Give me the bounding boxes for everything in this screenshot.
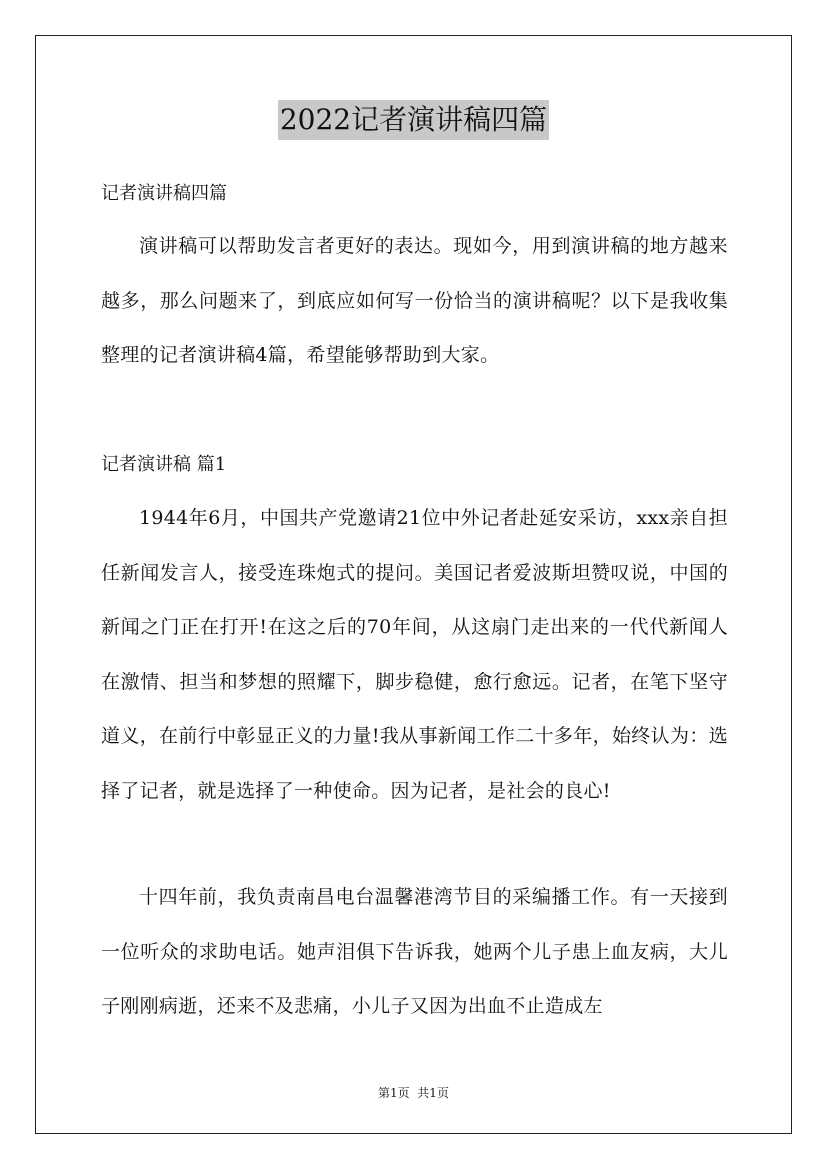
section-heading: 记者演讲稿 篇1: [101, 454, 227, 475]
body-paragraph-2: 十四年前，我负责南昌电台温馨港湾节目的采编播工作。有一天接到一位听众的求助电话。她声泪俱下告诉我，她两个儿子患上血友病，大儿子刚刚病逝，还来不及悲痛，小儿子又因为出血不止造成左: [101, 886, 728, 1018]
body-paragraph-1: 1944年6月，中国共产党邀请21位中外记者赴延安采访，xxx亲自担任新闻发言人，接受连珠炮式的提问。美国记者爱波斯坦赞叹说，中国的新闻之门正在打开!在这之后的70年间，从这扇门走出来的一代代新闻人在激情、担当和梦想的照耀下，脚步稳健，愈行愈远。记者，在笔下坚守道义，在前行中彰显正义的力量!我从事新闻工作二十多年，始终认为：选择了记者，就是选择了一种使命。因为记者，是社会的良心!: [101, 507, 728, 802]
page-footer: 第1页 共1页: [378, 1086, 449, 1100]
title-container: [0, 100, 827, 140]
intro-paragraph: 演讲稿可以帮助发言者更好的表达。现如今，用到演讲稿的地方越来越多，那么问题来了，到底应如何写一份恰当的演讲稿呢？以下是我收集整理的记者演讲稿4篇，希望能够帮助到大家。: [101, 235, 728, 367]
document-title: 2022记者演讲稿四篇: [278, 100, 549, 140]
document-subtitle: 记者演讲稿四篇: [101, 183, 227, 204]
